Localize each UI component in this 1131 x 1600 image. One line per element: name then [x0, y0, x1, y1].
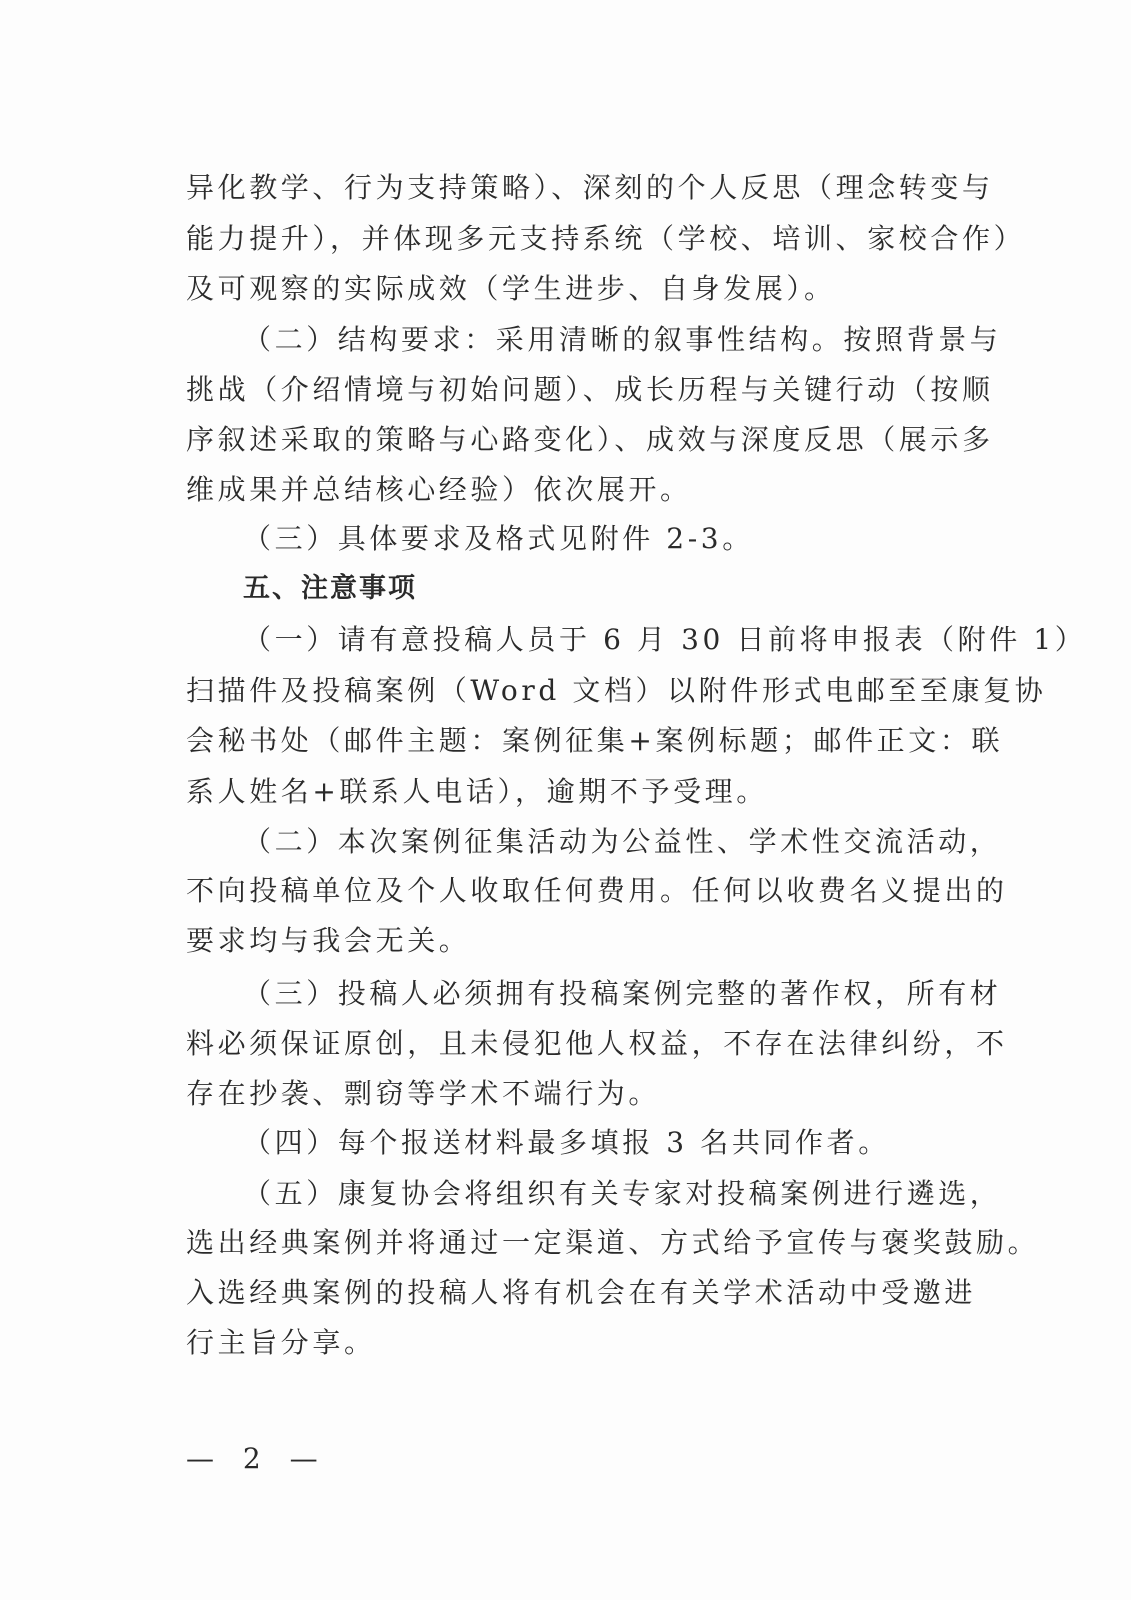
paragraph-line-2: 能力提升），并体现多元支持系统（学校、培训、家校合作）	[186, 222, 1026, 255]
paragraph-line-24: 行主旨分享。	[186, 1326, 376, 1359]
paragraph-line-4: （二）结构要求：采用清晰的叙事性结构。按照背景与	[243, 323, 1002, 356]
paragraph-line-21: （五）康复协会将组织有关专家对投稿案例进行遴选，	[243, 1177, 1002, 1210]
paragraph-line-7: 维成果并总结核心经验）依次展开。	[186, 473, 692, 506]
paragraph-line-8: （三）具体要求及格式见附件 2-3。	[243, 522, 754, 555]
page-number: — 2 —	[186, 1442, 328, 1475]
paragraph-line-22: 选出经典案例并将通过一定渠道、方式给予宣传与褒奖鼓励。	[186, 1226, 1040, 1259]
section-heading: 五、注意事项	[243, 573, 417, 604]
paragraph-line-5: 挑战（介绍情境与初始问题）、成长历程与关键行动（按顺	[186, 373, 994, 406]
paragraph-line-1: 异化教学、行为支持策略）、深刻的个人反思（理念转变与	[186, 171, 994, 204]
paragraph-line-19: 存在抄袭、剽窃等学术不端行为。	[186, 1077, 661, 1110]
paragraph-line-20: （四）每个报送材料最多填报 3 名共同作者。	[243, 1126, 890, 1159]
paragraph-line-18: 料必须保证原创，且未侵犯他人权益，不存在法律纠纷，不	[186, 1027, 1008, 1060]
paragraph-line-11: 扫描件及投稿案例（Word 文档）以附件形式电邮至至康复协	[186, 674, 1047, 707]
paragraph-line-15: 不向投稿单位及个人收取任何费用。任何以收费名义提出的	[186, 874, 1008, 907]
paragraph-line-6: 序叙述采取的策略与心路变化）、成效与深度反思（展示多	[186, 423, 994, 456]
paragraph-line-16: 要求均与我会无关。	[186, 924, 471, 957]
paragraph-line-17: （三）投稿人必须拥有投稿案例完整的著作权，所有材	[243, 977, 1002, 1010]
paragraph-line-13: 系人姓名+联系人电话），逾期不予受理。	[186, 775, 768, 808]
paragraph-line-12: 会秘书处（邮件主题：案例征集+案例标题；邮件正文：联	[186, 724, 1004, 757]
paragraph-line-23: 入选经典案例的投稿人将有机会在有关学术活动中受邀进	[186, 1276, 977, 1309]
paragraph-line-3: 及可观察的实际成效（学生进步、自身发展）。	[186, 272, 836, 305]
paragraph-line-14: （二）本次案例征集活动为公益性、学术性交流活动，	[243, 825, 1002, 858]
paragraph-line-10: （一）请有意投稿人员于 6 月 30 日前将申报表（附件 1）	[243, 623, 1087, 656]
